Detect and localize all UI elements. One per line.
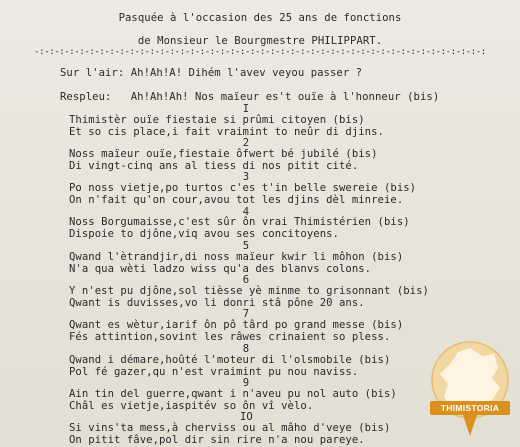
verse-line: Di vingt-cinq ans al tiess di nos pitit cité. <box>69 160 359 172</box>
verse-line: Thimistèr ouïe fiestaie si prûmi citoyen (bis) <box>69 114 365 126</box>
verse-line: On n'fait qu'on cour,avou tot les djins dèl minreie. <box>69 194 404 206</box>
verse-number: IO <box>240 411 253 423</box>
verse-number: 7 <box>242 308 250 320</box>
verse-line: Qwant es wètur,iarif ôn pô târd po grand messe (bis) <box>69 319 404 331</box>
verse-number: 4 <box>242 206 250 218</box>
verse-line: Qwand l'ètrandjir,di noss maïeur kwir li môhon (bis) <box>69 251 404 263</box>
verse-line: Dispoie to djône,viq avou ses concitoyens. <box>69 228 339 240</box>
verse-number: I <box>242 103 250 115</box>
verse-line: Pol fé gazer,qu n'est vraimint pu nou naviss. <box>69 366 359 378</box>
verse-line: Qwand i démare,hoûté l'moteur di l'olsmobile (bis) <box>69 354 391 366</box>
verse-line: Châl es vietje,iaspitév so ôn vî vèlo. <box>69 400 314 412</box>
verse-number: 3 <box>242 171 250 183</box>
tune-line: Sur l'air: Ah!Ah!A! Dihém l'avev veyou passer ? <box>60 67 363 79</box>
verse-line: Po noss vietje,po turtos c'es t'in belle swereie (bis) <box>69 182 417 194</box>
thimistoria-logo <box>428 338 512 442</box>
verse-line: Qwant is duvisses,vo li donri stâ pône 20 ans. <box>69 297 365 309</box>
verse-line: N'a qua wèti ladzo wiss qu'a des blanvs colons. <box>69 263 372 275</box>
verse-number: 9 <box>242 377 250 389</box>
verse-number: 6 <box>242 274 250 286</box>
verse-line: Et so cis place,i fait vraimint to neûr di djins. <box>69 126 384 138</box>
title-rule: -:-:-:-:-:-:-:-:-:-:-:-:-:-:-:-:-:-:-:-:-:-:-:-:-:-:-:-:-:-:-:-:-:-:-:-:-:-:-:-:-:-:-:-:-: <box>34 47 486 57</box>
document-subtitle: de Monsieur le Bourgmestre PHILIPPART. <box>137 35 383 47</box>
verse-line: Y n'est pu djône,sol tièsse yè minme to grisonnant (bis) <box>69 285 429 297</box>
verse-line: Noss maïeur ouïe,fiestaie ôfwert bé jubilé (bis) <box>69 148 378 160</box>
logo-text: THIMISTORIA <box>430 401 510 415</box>
verse-line: Fés attintion,sovint les râwes crinaient so pless. <box>69 331 391 343</box>
verse-number: 8 <box>242 343 250 355</box>
verse-line: On pitit fâve,pol dir sin rire n'a nou pareye. <box>69 434 365 446</box>
document-title: Pasquée à l'occasion des 25 ans de fonctions <box>118 12 402 24</box>
verse-line: Ain tin del guerre,qwant i n'aveu pu nol auto (bis) <box>69 388 397 400</box>
verse-number: 2 <box>242 137 250 149</box>
refrain-line: Respleu: Ah!Ah!Ah! Nos maïeur es't ouïe à l'honneur (bis) <box>60 91 440 103</box>
verse-line: Noss Borgumaisse,c'est sûr ôn vrai Thimistérien (bis) <box>69 216 410 228</box>
verse-number: 5 <box>242 240 250 252</box>
verse-line: Si vins'ta mess,à cherviss ou al mâho d'veye (bis) <box>69 422 391 434</box>
